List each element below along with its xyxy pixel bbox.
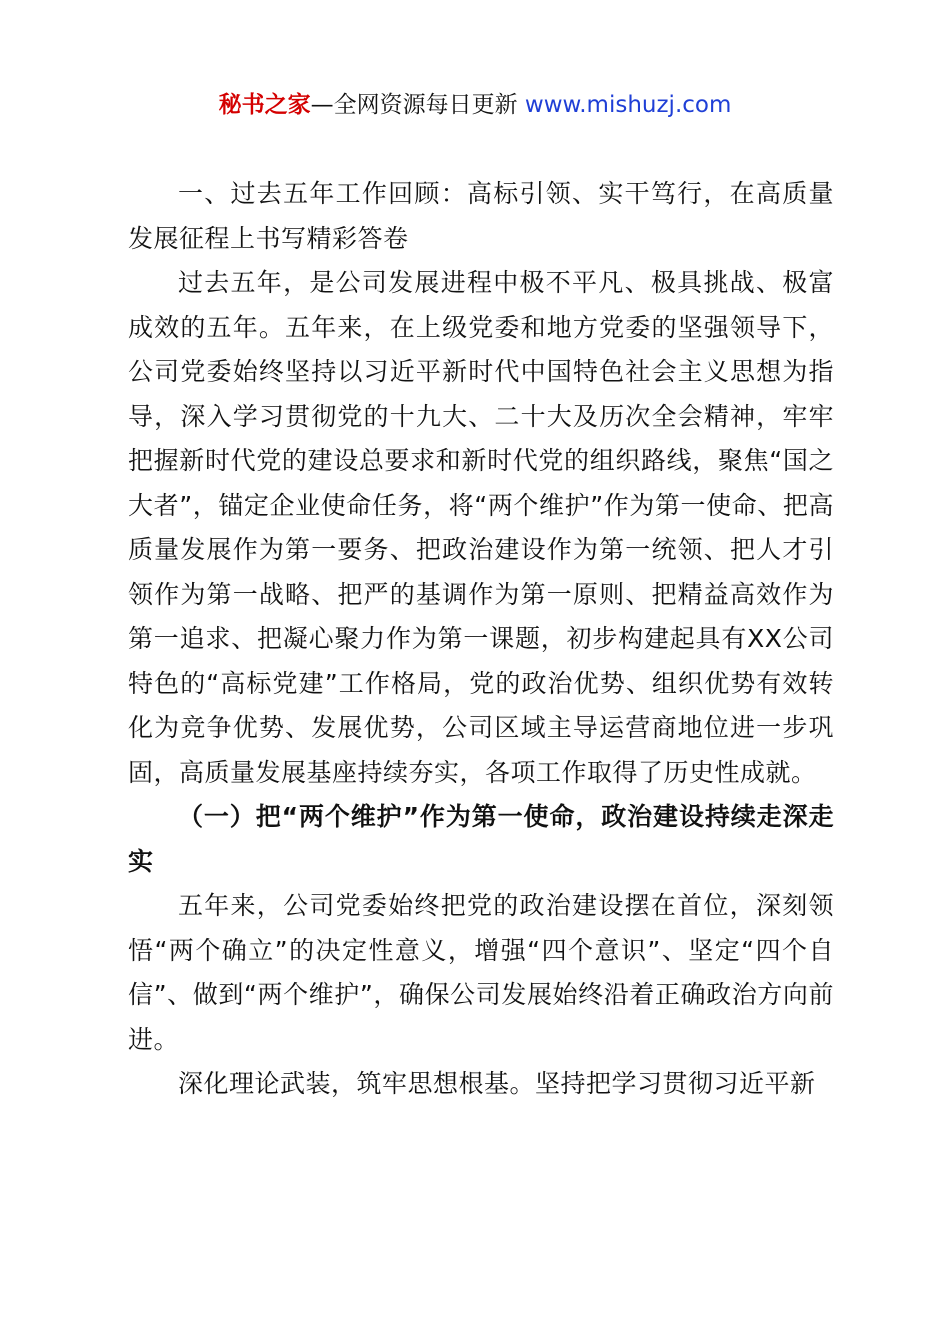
- paragraph-political-priority: 五年来，公司党委始终把党的政治建设摆在首位，深刻领悟“两个确立”的决定性意义，增强“四个意识”、坚定“四个自信”、做到“两个维护”，确保公司发展始终沿着正确政治方向前进。: [128, 891, 834, 1054]
- paragraph-theory-study: 深化理论武装，筑牢思想根基。坚持把学习贯彻习近平新: [178, 1069, 816, 1098]
- document-body: [128, 172, 834, 1107]
- section-heading: 一、过去五年工作回顾：高标引领、实干笃行，在高质量发展征程上书写精彩答卷: [128, 179, 834, 253]
- site-url-link[interactable]: www.mishuzj.com: [524, 92, 732, 118]
- paragraph-review: 过去五年，是公司发展进程中极不平凡、极具挑战、极富成效的五年。五年来，在上级党委和地方党委的坚强领导下，公司党委始终坚持以习近平新时代中国特色社会主义思想为指导，深入学习贯彻党的十九大、二十大及历次全会精神，牢牢把握新时代党的建设总要求和新时代党的组织路线，聚焦“国之大者”，锚定企业使命任务，将“两个维护”作为第一使命、把高质量发展作为第一要务、把政治建设作为第一统领、把人才引领作为第一战略、把严的基调作为第一原则、把精益高效作为第一追求、把凝心聚力作为第一课题，初步构建起具有XX公司特色的“高标党建”工作格局，党的政治优势、组织优势有效转化为竞争优势、发展优势，公司区域主导运营商地位进一步巩固，高质量发展基座持续夯实，各项工作取得了历史性成就。: [128, 268, 834, 787]
- subheading-political-construction: （一）把“两个维护”作为第一使命，政治建设持续走深走实: [128, 802, 834, 876]
- site-header: [0, 88, 950, 122]
- brand-name: 秘书之家: [218, 92, 311, 118]
- header-slogan: —全网资源每日更新: [310, 92, 525, 118]
